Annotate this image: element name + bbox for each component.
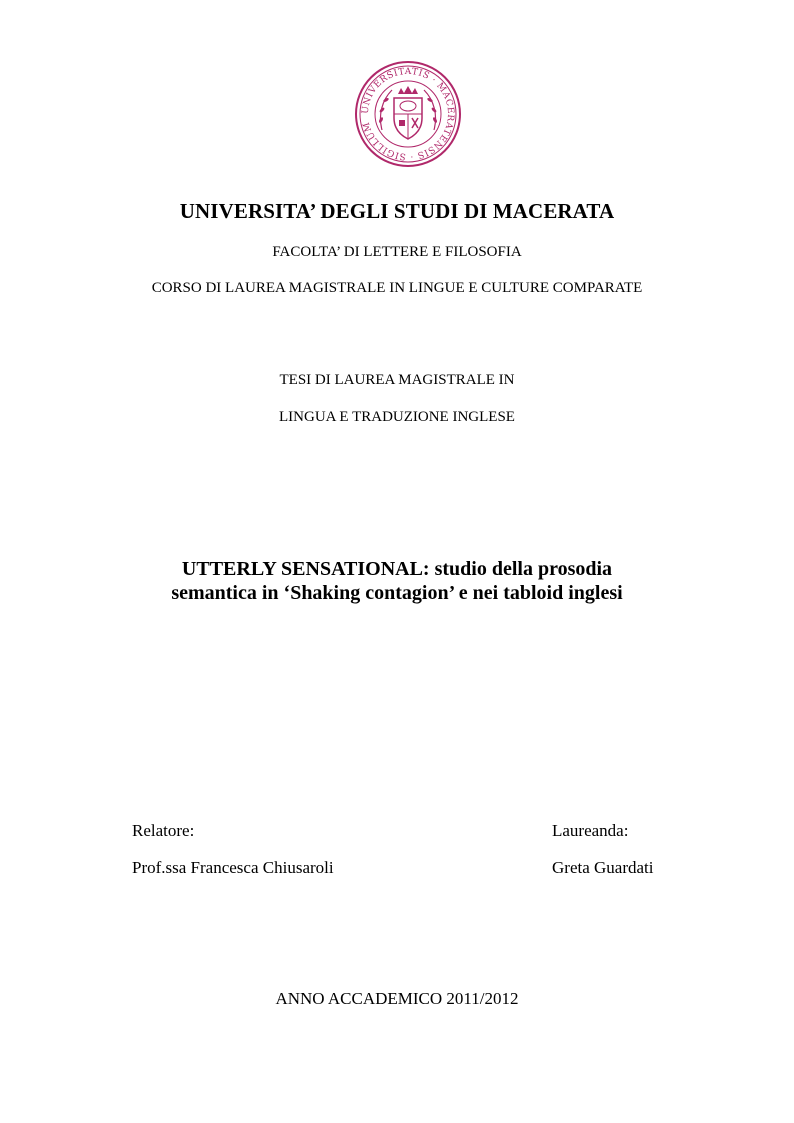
- university-seal-logo: [354, 60, 462, 168]
- thesis-title: [0, 557, 794, 605]
- academic-year: ANNO ACCADEMICO 2011/2012: [275, 989, 519, 1008]
- thesis-type-line-2: LINGUA E TRADUZIONE INGLESE: [279, 409, 515, 425]
- relatore-label: Relatore:: [132, 821, 195, 840]
- thesis-type-line-1: TESI DI LAUREA MAGISTRALE IN: [279, 372, 515, 388]
- degree-course: CORSO DI LAUREA MAGISTRALE IN LINGUE E CULTURE COMPARATE: [151, 280, 643, 296]
- thesis-title-line-1: UTTERLY SENSATIONAL: studio della prosodia: [181, 558, 613, 580]
- laureanda-name: Greta Guardati: [552, 858, 654, 877]
- laureanda-label: Laureanda:: [552, 821, 629, 840]
- thesis-title-line-2: semantica in ‘Shaking contagion’ e nei tabloid inglesi: [171, 582, 623, 604]
- faculty-name: FACOLTA’ DI LETTERE E FILOSOFIA: [272, 244, 522, 260]
- seal-ring-text: UNIVERSITATIS · MACERATENSIS · SIGILLUM: [360, 66, 456, 162]
- university-name: UNIVERSITA’ DEGLI STUDI DI MACERATA: [179, 199, 615, 223]
- relatore-name: Prof.ssa Francesca Chiusaroli: [132, 858, 334, 877]
